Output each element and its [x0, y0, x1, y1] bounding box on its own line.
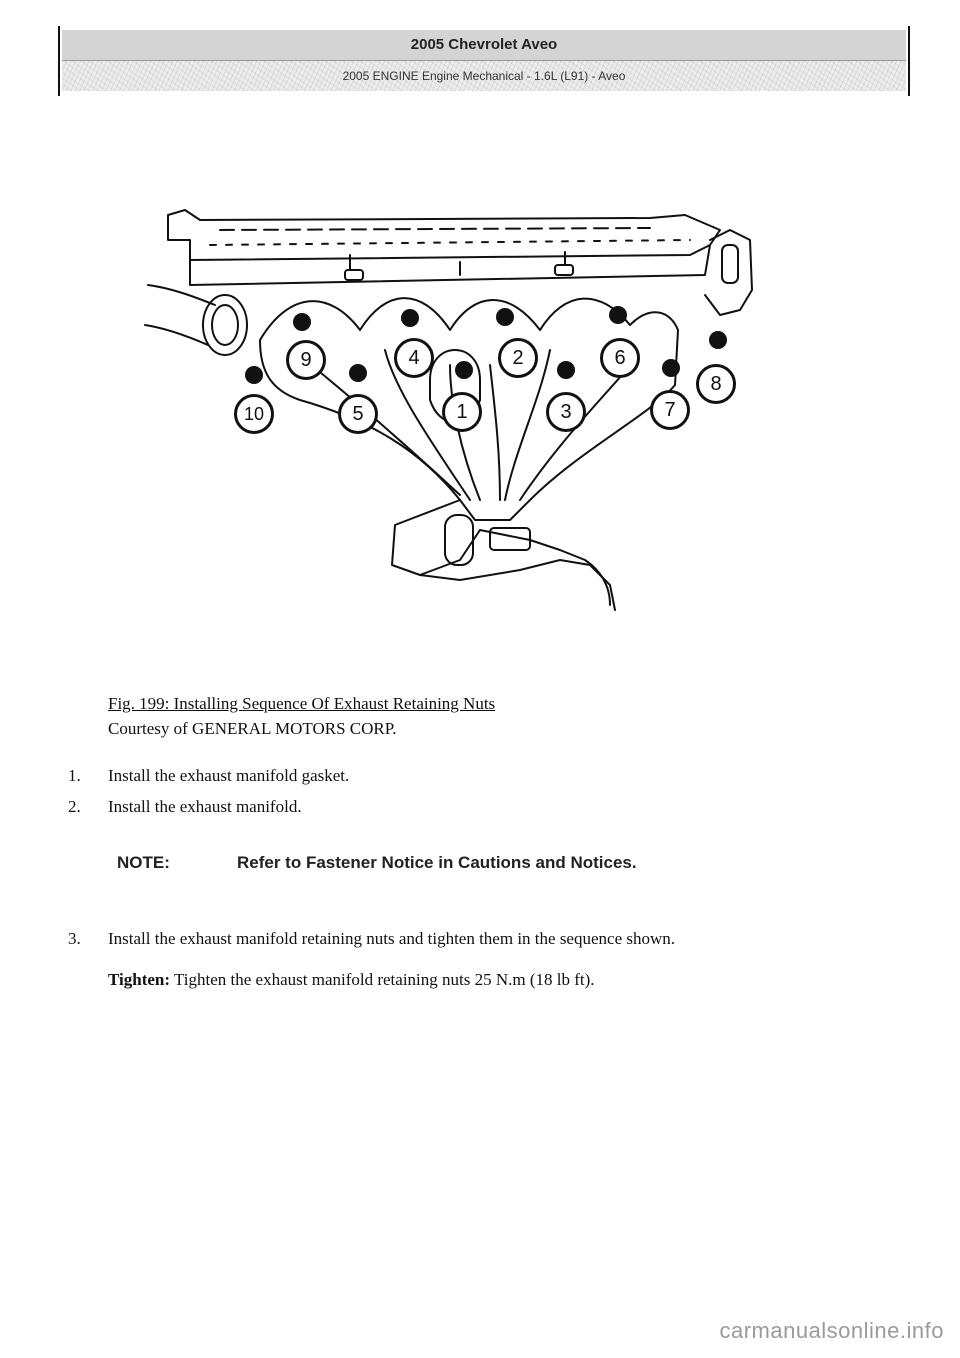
- figure-title: Fig. 199: Installing Sequence Of Exhaust Retaining Nuts: [108, 694, 496, 713]
- callout-3: 3: [546, 392, 586, 432]
- callout-8: 8: [696, 364, 736, 404]
- callout-9: 9: [286, 340, 326, 380]
- step-1: [68, 765, 349, 787]
- tighten-label: Tighten:: [108, 970, 171, 989]
- callout-1: 1: [442, 392, 482, 432]
- figure-caption: [108, 693, 495, 715]
- step-text: Install the exhaust manifold gasket.: [108, 766, 350, 785]
- document-subtitle: 2005 ENGINE Engine Mechanical - 1.6L (L91) - Aveo: [62, 61, 906, 91]
- tighten-text: Tighten the exhaust manifold retaining nuts 25 N.m (18 lb ft).: [174, 970, 595, 989]
- document-header: [58, 26, 910, 96]
- callout-6: 6: [600, 338, 640, 378]
- note-text: Refer to Fastener Notice in Cautions and Notices.: [237, 853, 637, 872]
- step-3: [68, 928, 675, 950]
- callout-2: 2: [498, 338, 538, 378]
- callout-5: 5: [338, 394, 378, 434]
- step-text: Install the exhaust manifold retaining nuts and tighten them in the sequence shown.: [108, 929, 676, 948]
- callout-7: 7: [650, 390, 690, 430]
- step-number: 2.: [68, 797, 81, 816]
- callout-4: 4: [394, 338, 434, 378]
- step-2: [68, 796, 302, 818]
- exhaust-manifold-figure: [130, 200, 790, 620]
- note-label: NOTE:: [117, 853, 170, 872]
- callout-10: 10: [234, 394, 274, 434]
- step-number: 3.: [68, 929, 81, 948]
- figure-courtesy: Courtesy of GENERAL MOTORS CORP.: [108, 719, 397, 738]
- tighten-spec: [108, 970, 595, 990]
- watermark-logo: carmanualsonline.info: [719, 1318, 944, 1343]
- document-title: 2005 Chevrolet Aveo: [62, 30, 906, 61]
- step-text: Install the exhaust manifold.: [108, 797, 302, 816]
- step-number: 1.: [68, 766, 81, 785]
